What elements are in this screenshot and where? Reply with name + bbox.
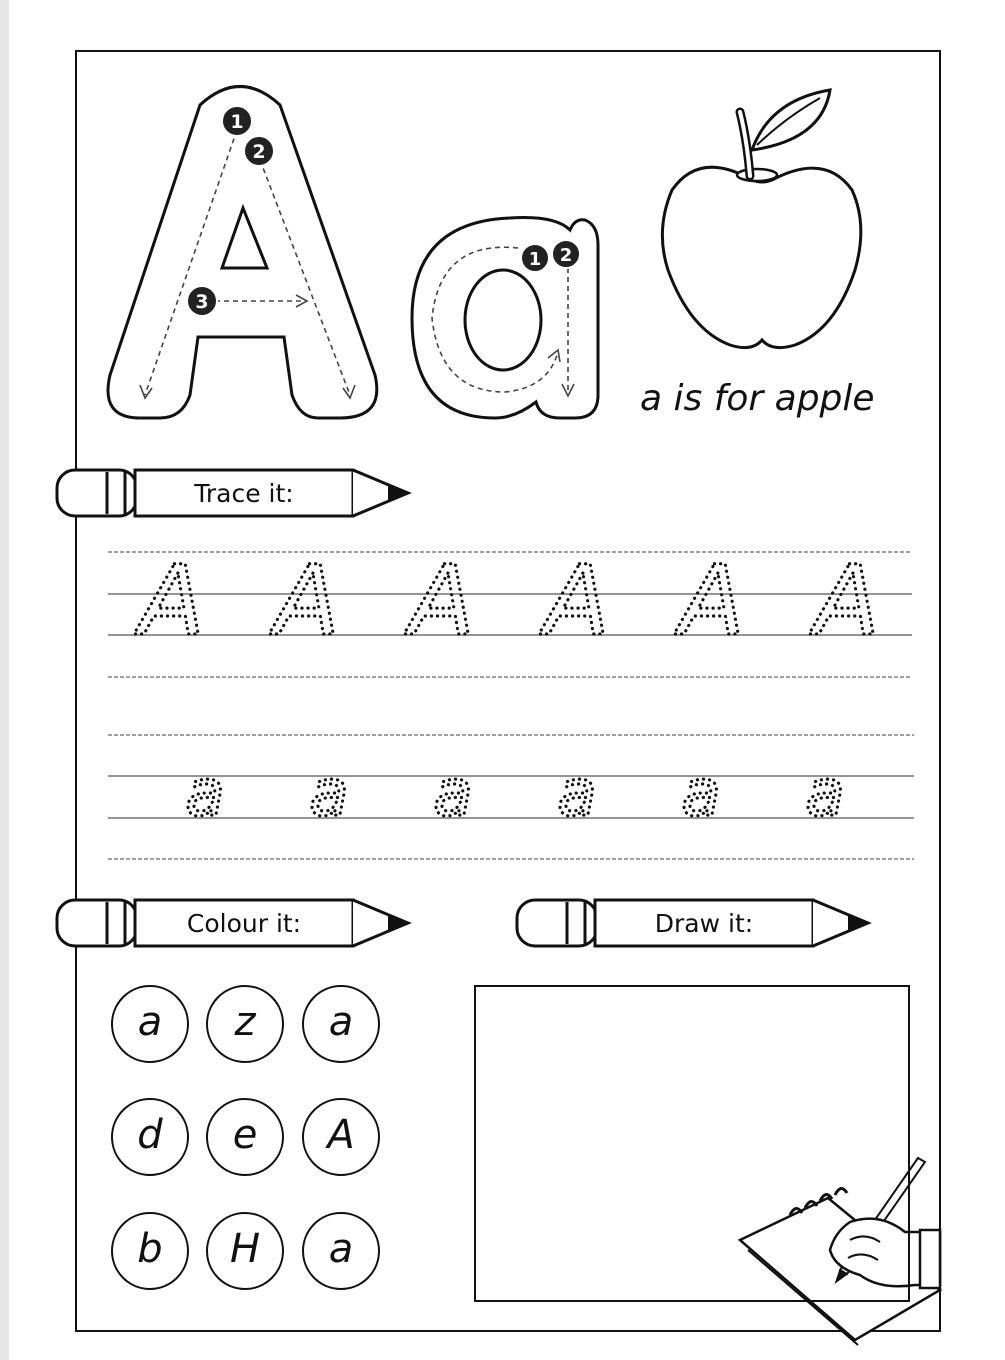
- circle-letter: a: [328, 1226, 354, 1272]
- trace-letter-lower: a: [805, 757, 845, 831]
- svg-text:1: 1: [230, 111, 244, 133]
- circle-letter: b: [137, 1226, 163, 1272]
- trace-letter-upper: A: [679, 545, 745, 657]
- colour-circle[interactable]: [302, 1212, 380, 1290]
- colour-circle[interactable]: [206, 985, 284, 1063]
- caption-text: a is for apple: [640, 378, 875, 419]
- colour-circle[interactable]: [111, 1212, 189, 1290]
- trace-letter-lower: a: [309, 757, 349, 831]
- colour-circle[interactable]: [302, 985, 380, 1063]
- circle-letter: e: [232, 1112, 258, 1158]
- svg-text:2: 2: [559, 245, 573, 266]
- trace-label: Trace it:: [194, 479, 294, 508]
- circle-letter: A: [327, 1112, 355, 1158]
- draw-area[interactable]: [474, 985, 910, 1302]
- trace-letter-lower: a: [433, 757, 473, 831]
- trace-letter-lower: a: [557, 757, 597, 831]
- colour-label: Colour it:: [186, 909, 302, 938]
- trace-letter-upper: A: [814, 545, 880, 657]
- colour-circle[interactable]: [206, 1212, 284, 1290]
- svg-text:3: 3: [195, 291, 209, 313]
- trace-letter-upper: A: [274, 545, 340, 657]
- circle-letter: z: [234, 999, 256, 1045]
- svg-text:1: 1: [528, 249, 542, 270]
- colour-circle[interactable]: [111, 1098, 189, 1176]
- svg-text:2: 2: [252, 141, 266, 163]
- colour-circle[interactable]: [302, 1098, 380, 1176]
- circle-letter: H: [229, 1226, 261, 1272]
- colour-circle[interactable]: [206, 1098, 284, 1176]
- circle-letter: a: [328, 999, 354, 1045]
- trace-letter-upper: A: [409, 545, 475, 657]
- circle-letter: a: [137, 999, 163, 1045]
- draw-label: Draw it:: [654, 909, 754, 938]
- trace-letter-lower: a: [681, 757, 721, 831]
- trace-letter-upper: A: [544, 545, 610, 657]
- trace-letter-lower: a: [185, 757, 225, 831]
- trace-letter-upper: A: [139, 545, 205, 657]
- circle-letter: d: [137, 1112, 163, 1158]
- colour-circle[interactable]: [111, 985, 189, 1063]
